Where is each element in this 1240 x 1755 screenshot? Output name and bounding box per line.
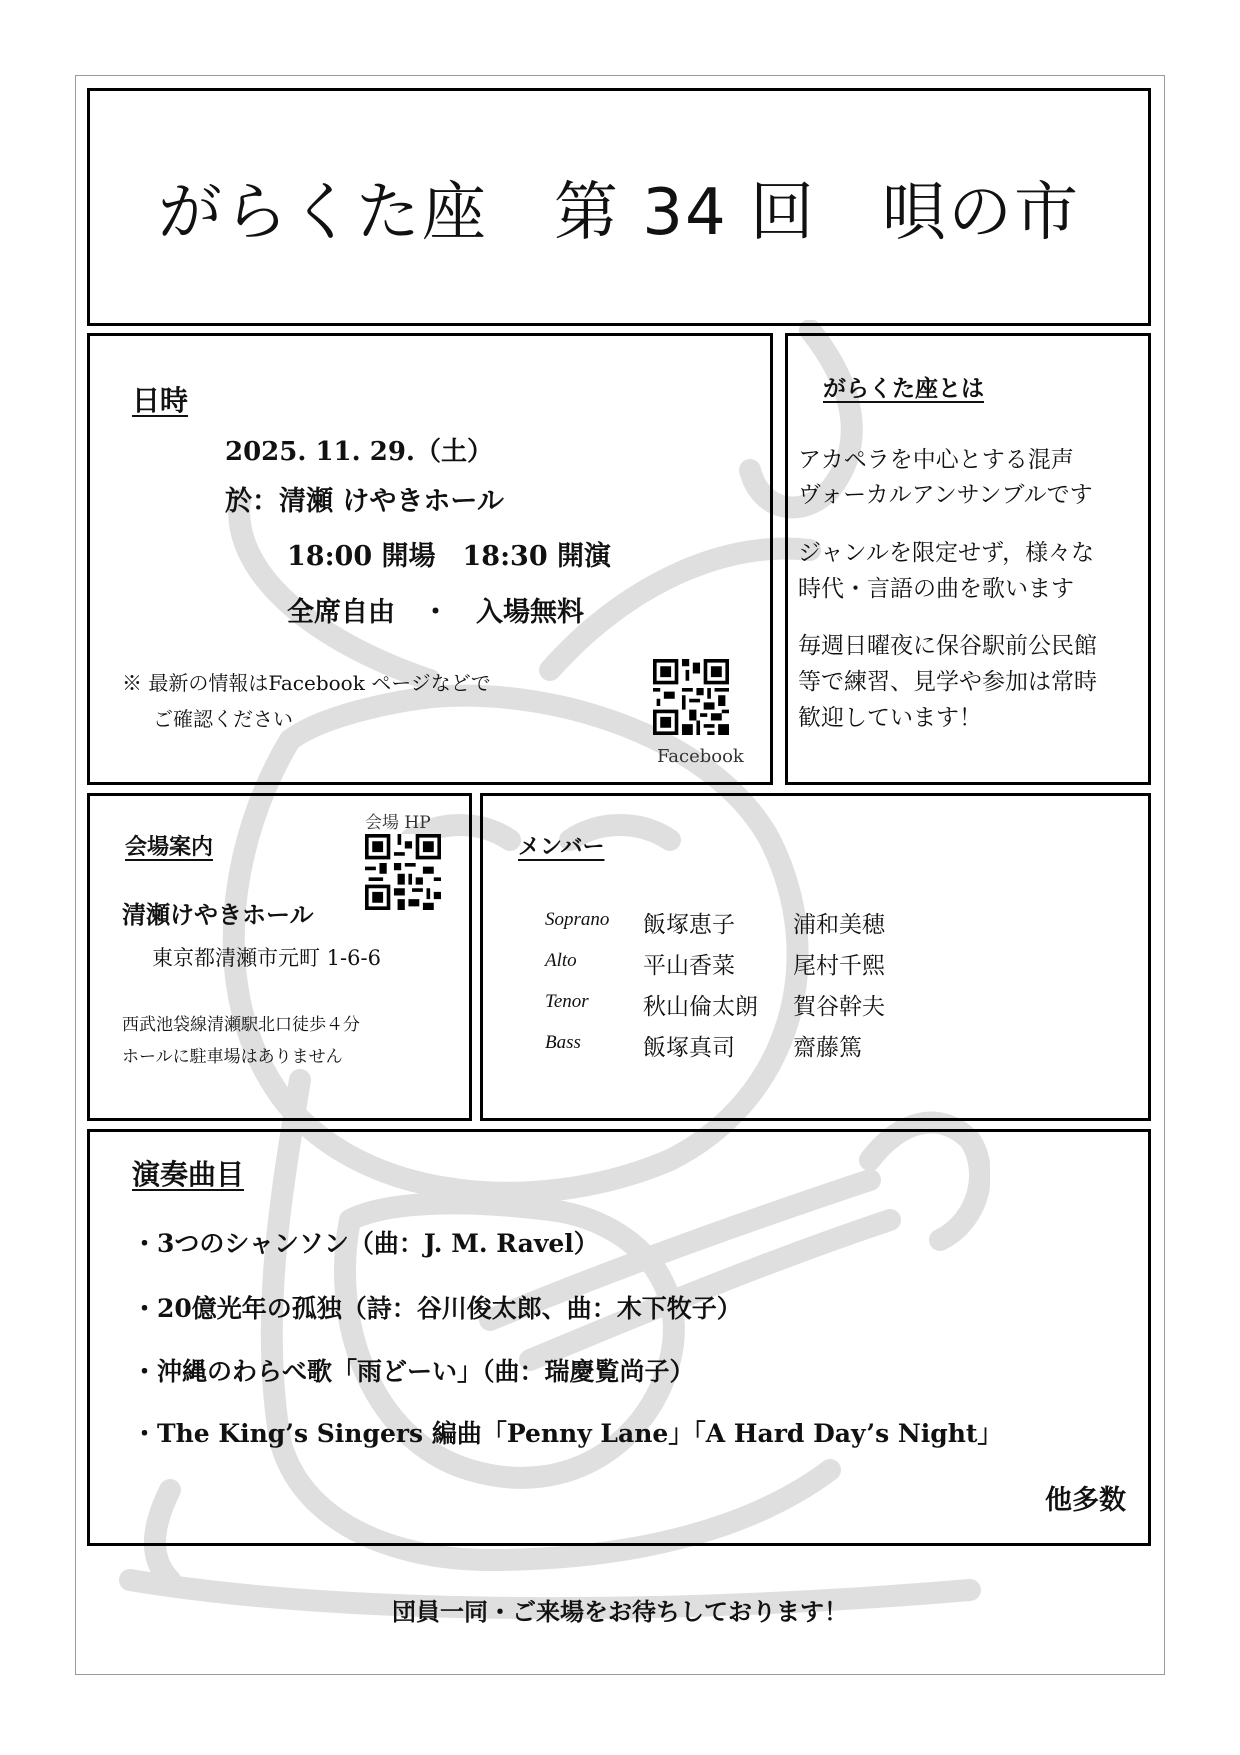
- member-name: 賀谷幹夫: [793, 994, 885, 1020]
- member-name: 飯塚真司: [643, 1035, 735, 1061]
- facebook-qr-code[interactable]: [653, 659, 729, 735]
- members-box: [480, 793, 1151, 1121]
- about-heading: がらくた座とは: [823, 375, 984, 402]
- program-item: ・沖縄のわらべ歌「雨どーい」（曲：瑞慶覧尚子）: [132, 1357, 695, 1386]
- member-name: 浦和美穂: [793, 912, 885, 938]
- program-item: ・3つのシャンソン（曲：J. M. Ravel）: [132, 1229, 599, 1258]
- about-line: 毎週日曜夜に保谷駅前公民館: [798, 633, 1097, 659]
- schedule-box: [87, 333, 773, 785]
- event-date: 2025. 11. 29.（土）: [225, 437, 493, 467]
- venue-qr-code[interactable]: [365, 834, 441, 910]
- about-line: 等で練習、見学や参加は常時: [798, 669, 1097, 695]
- part-name: Tenor: [545, 991, 589, 1012]
- event-title: がらくた座 第 34 回 唄の市: [157, 176, 1081, 250]
- facebook-qr-label: Facebook: [657, 746, 744, 767]
- about-line: アカペラを中心とする混声: [798, 447, 1074, 473]
- member-name: 齋藤篤: [793, 1035, 862, 1061]
- member-name: 飯塚恵子: [643, 912, 735, 938]
- program-item: ・The King’s Singers 編曲「Penny Lane」「A Hard Day’s Night」: [132, 1419, 1003, 1448]
- schedule-heading: 日時: [132, 384, 189, 417]
- program-heading: 演奏曲目: [132, 1158, 245, 1191]
- event-venue: 於：清瀬 けやきホール: [225, 486, 504, 517]
- venue-access: 西武池袋線清瀬駅北口徒歩４分: [122, 1015, 360, 1035]
- info-note-line2: ご確認ください: [153, 707, 293, 731]
- about-line: 歓迎しています！: [798, 705, 982, 731]
- venue-parking: ホールに駐車場はありません: [122, 1047, 343, 1067]
- program-more: 他多数: [1045, 1485, 1126, 1516]
- venue-heading: 会場案内: [125, 834, 214, 860]
- part-name: Soprano: [545, 909, 610, 930]
- venue-qr-label: 会場 HP: [365, 813, 431, 833]
- event-admission: 全席自由 ・ 入場無料: [287, 597, 584, 628]
- about-box: [785, 333, 1151, 785]
- venue-box: [87, 793, 472, 1121]
- title-box: [87, 88, 1151, 326]
- about-line: ヴォーカルアンサンブルです: [798, 482, 1093, 508]
- part-name: Bass: [545, 1032, 581, 1053]
- member-name: 尾村千熙: [793, 953, 885, 979]
- program-box: [87, 1129, 1151, 1546]
- part-name: Alto: [545, 950, 577, 971]
- venue-address: 東京都清瀬市元町 1-6-6: [152, 946, 381, 970]
- venue-name: 清瀬けやきホール: [122, 900, 314, 929]
- program-item: ・20億光年の孤独（詩：谷川俊太郎、曲：木下牧子）: [132, 1294, 742, 1323]
- about-line: 時代・言語の曲を歌います: [798, 576, 1074, 602]
- members-heading: メンバー: [518, 834, 605, 860]
- member-name: 秋山倫太朗: [643, 994, 758, 1020]
- event-times: 18:00 開場 18:30 開演: [287, 541, 612, 572]
- closing-message: 団員一同・ご来場をお待ちしております！: [392, 1597, 848, 1626]
- about-line: ジャンルを限定せず，様々な: [798, 540, 1095, 566]
- member-name: 平山香菜: [643, 953, 735, 979]
- info-note-line1: ※ 最新の情報はFacebook ページなどで: [122, 671, 491, 695]
